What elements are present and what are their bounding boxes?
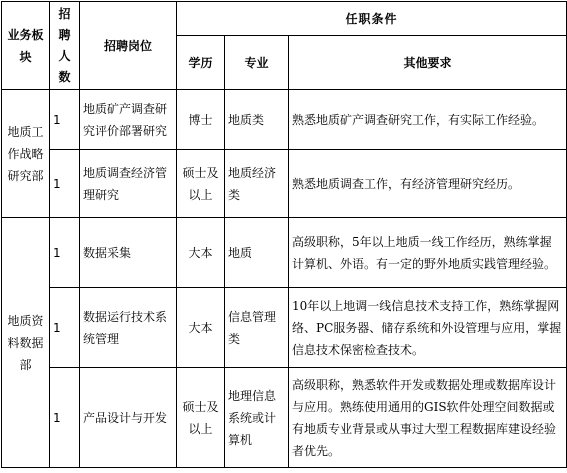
table-row	[2, 288, 567, 368]
major-cell: 地质经济类	[225, 150, 289, 218]
major-cell: 地质	[225, 218, 289, 288]
table-row	[2, 150, 567, 218]
table-row	[2, 368, 567, 468]
header-position: 招聘岗位	[80, 2, 177, 90]
header-major: 专业	[225, 36, 289, 90]
header-education: 学历	[177, 36, 225, 90]
position-cell: 地质调查经济管理研究	[80, 150, 177, 218]
position-cell: 地质矿产调查研究评价部署研究	[80, 90, 177, 150]
major-cell: 地质类	[225, 90, 289, 150]
major-cell: 地理信息系统或计算机	[225, 368, 289, 468]
header-headcount: 招聘人数	[50, 2, 80, 90]
other-requirements-cell: 高级职称，5年以上地质一线工作经历，熟练掌握计算机、外语。有一定的野外地质实践管理经验。	[289, 218, 567, 288]
education-cell: 硕士及以上	[177, 368, 225, 468]
major-cell: 信息管理类	[225, 288, 289, 368]
headcount-cell: 1	[50, 90, 80, 150]
education-cell: 大本	[177, 288, 225, 368]
position-cell: 产品设计与开发	[80, 368, 177, 468]
other-requirements-cell: 熟悉地质矿产调查研究工作，有实际工作经验。	[289, 90, 567, 150]
table-row	[2, 90, 567, 150]
department-name: 地质资料数据部	[2, 218, 50, 468]
other-requirements-cell: 高级职称，熟悉软件开发或数据处理或数据库设计与应用。熟练使用通用的GIS软件处理空间数据或有地质专业背景或从事过大型工程数据库建设经验者优先。	[289, 368, 567, 468]
position-cell: 数据运行技术系统管理	[80, 288, 177, 368]
headcount-cell: 1	[50, 218, 80, 288]
header-department: 业务板块	[2, 2, 50, 90]
headcount-cell: 1	[50, 288, 80, 368]
headcount-cell: 1	[50, 150, 80, 218]
other-requirements-cell: 10年以上地调一线信息技术支持工作，熟练掌握网络、PC服务器、储存系统和外设管理与应用，掌握信息技术保密检查技术。	[289, 288, 567, 368]
education-cell: 博士	[177, 90, 225, 150]
headcount-cell: 1	[50, 368, 80, 468]
education-cell: 大本	[177, 218, 225, 288]
other-requirements-cell: 熟悉地质调查工作，有经济管理研究经历。	[289, 150, 567, 218]
position-cell: 数据采集	[80, 218, 177, 288]
department-name: 地质工作战略研究部	[2, 90, 50, 218]
education-cell: 硕士及以上	[177, 150, 225, 218]
recruitment-table	[1, 1, 567, 468]
header-qualifications: 任职条件	[177, 2, 567, 36]
table-row	[2, 218, 567, 288]
header-other: 其他要求	[289, 36, 567, 90]
